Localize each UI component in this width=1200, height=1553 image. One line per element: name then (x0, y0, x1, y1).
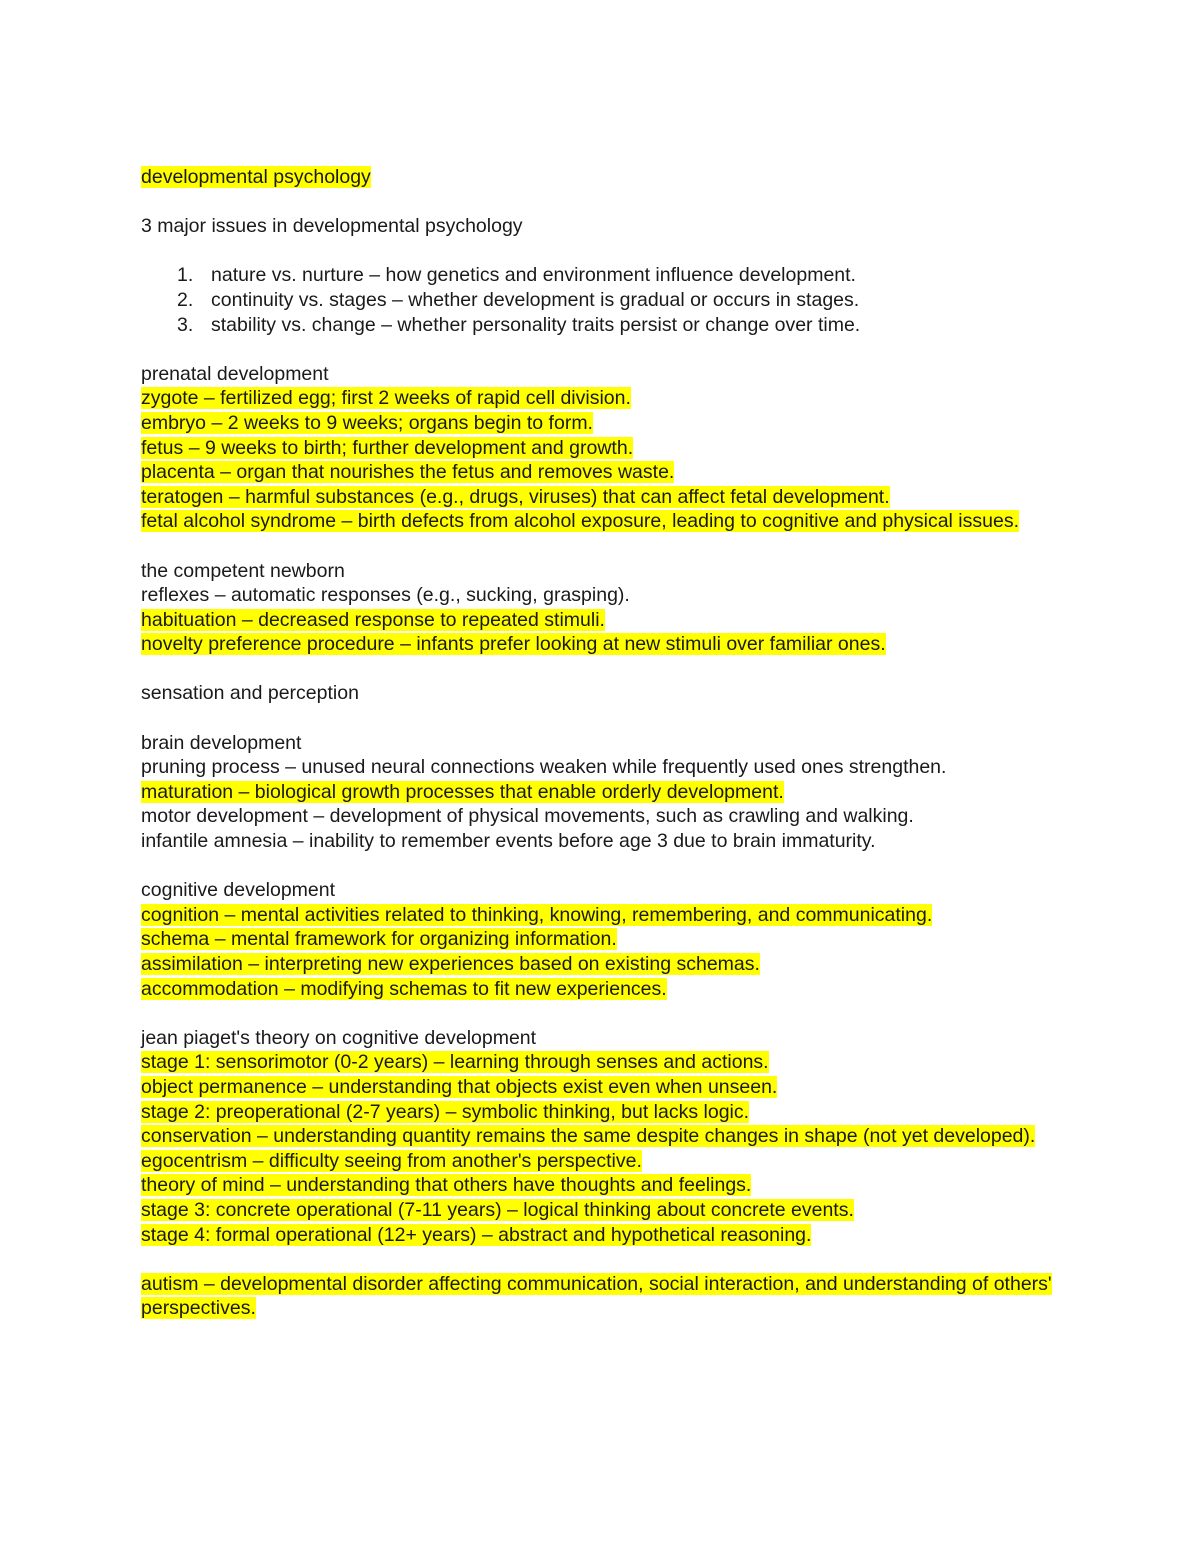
prenatal-item (141, 509, 1061, 534)
spacer (141, 239, 1061, 264)
spacer (141, 706, 1061, 731)
highlighted-text: zygote – fertilized egg; first 2 weeks of rapid cell division. (141, 387, 631, 410)
highlighted-text: teratogen – harmful substances (e.g., drugs, viruses) that can affect fetal development. (141, 485, 890, 508)
prenatal-item (141, 436, 1061, 461)
highlighted-text: cognition – mental activities related to thinking, knowing, remembering, and communicating. (141, 903, 933, 926)
list-item-text: continuity vs. stages – whether development is gradual or occurs in stages. (211, 288, 860, 311)
brain-heading: brain development (141, 731, 302, 754)
document-body (141, 165, 1061, 1321)
highlighted-text: assimilation – interpreting new experiences based on existing schemas. (141, 953, 760, 975)
cognitive-item (141, 977, 1061, 1002)
list-number: 2. (177, 288, 194, 311)
title-text: developmental psychology (141, 166, 371, 188)
highlighted-text: stage 3: concrete operational (7-11 years) – logical thinking about concrete events. (141, 1198, 854, 1221)
issues-heading: 3 major issues in developmental psychology (141, 215, 523, 238)
highlighted-text: accommodation – modifying schemas to fit new experiences. (141, 977, 667, 1000)
highlighted-text: maturation – biological growth processes that enable orderly development. (141, 780, 784, 803)
highlighted-text: fetal alcohol syndrome – birth defects from alcohol exposure, leading to cognitive and physical issues. (141, 510, 1019, 533)
spacer (141, 657, 1061, 682)
list-item (141, 288, 1061, 313)
autism-definition (141, 1272, 1061, 1321)
spacer (141, 190, 1061, 215)
list-item (141, 263, 1061, 288)
piaget-item (141, 1075, 1061, 1100)
spacer (141, 1001, 1061, 1026)
piaget-item (141, 1173, 1061, 1198)
spacer (141, 337, 1061, 362)
cognitive-item (141, 903, 1061, 928)
prenatal-item (141, 411, 1061, 436)
prenatal-item (141, 386, 1061, 411)
newborn-heading: the competent newborn (141, 559, 345, 582)
list-item (141, 313, 1061, 338)
cognitive-item (141, 927, 1061, 952)
piaget-item (141, 1050, 1061, 1075)
newborn-reflexes: reflexes – automatic responses (e.g., sucking, grasping). (141, 584, 630, 607)
prenatal-item (141, 485, 1061, 510)
spacer (141, 534, 1061, 559)
highlighted-text: object permanence – understanding that objects exist even when unseen. (141, 1075, 778, 1098)
spacer (141, 854, 1061, 879)
brain-amnesia: infantile amnesia – inability to remember events before age 3 due to brain immaturity. (141, 830, 876, 853)
highlighted-text: schema – mental framework for organizing information. (141, 928, 617, 951)
highlighted-text: stage 2: preoperational (2-7 years) – symbolic thinking, but lacks logic. (141, 1100, 750, 1123)
list-number: 1. (177, 264, 194, 287)
highlighted-text: conservation – understanding quantity remains the same despite changes in shape (not yet developed). (141, 1125, 1036, 1148)
highlighted-text: stage 1: sensorimotor (0-2 years) – learning through senses and actions. (141, 1051, 769, 1074)
issues-list (141, 263, 1061, 337)
highlighted-text: embryo – 2 weeks to 9 weeks; organs begin to form. (141, 411, 593, 434)
cognitive-heading: cognitive development (141, 879, 336, 902)
highlighted-text: theory of mind – understanding that others have thoughts and feelings. (141, 1174, 752, 1197)
prenatal-heading: prenatal development (141, 362, 329, 385)
piaget-item (141, 1223, 1061, 1248)
newborn-novelty (141, 632, 1061, 657)
highlighted-text: fetus – 9 weeks to birth; further development and growth. (141, 436, 634, 459)
piaget-heading: jean piaget's theory on cognitive development (141, 1026, 537, 1049)
brain-maturation (141, 780, 1061, 805)
prenatal-item (141, 460, 1061, 485)
piaget-item (141, 1100, 1061, 1125)
highlighted-text: egocentrism – difficulty seeing from another's perspective. (141, 1149, 642, 1172)
highlighted-text: stage 4: formal operational (12+ years) – abstract and hypothetical reasoning. (141, 1223, 812, 1246)
document-title (141, 165, 1061, 190)
brain-motor: motor development – development of physical movements, such as crawling and walking. (141, 805, 914, 828)
highlighted-text: habituation – decreased response to repeated stimuli. (141, 608, 605, 631)
piaget-item (141, 1124, 1061, 1149)
highlighted-text: novelty preference procedure – infants prefer looking at new stimuli over familiar ones. (141, 633, 886, 656)
highlighted-text: placenta – organ that nourishes the fetus and removes waste. (141, 461, 675, 484)
piaget-item (141, 1149, 1061, 1174)
sensation-heading: sensation and perception (141, 682, 359, 705)
piaget-item (141, 1198, 1061, 1223)
brain-pruning: pruning process – unused neural connections weaken while frequently used ones strengthen. (141, 756, 947, 779)
cognitive-item (141, 952, 1061, 977)
spacer (141, 1247, 1061, 1272)
list-number: 3. (177, 313, 194, 336)
list-item-text: nature vs. nurture – how genetics and environment influence development. (211, 264, 856, 287)
list-item-text: stability vs. change – whether personality traits persist or change over time. (211, 313, 861, 336)
newborn-habituation (141, 608, 1061, 633)
highlighted-text: autism – developmental disorder affecting communication, social interaction, and understanding of others' perspectives. (141, 1272, 1052, 1320)
